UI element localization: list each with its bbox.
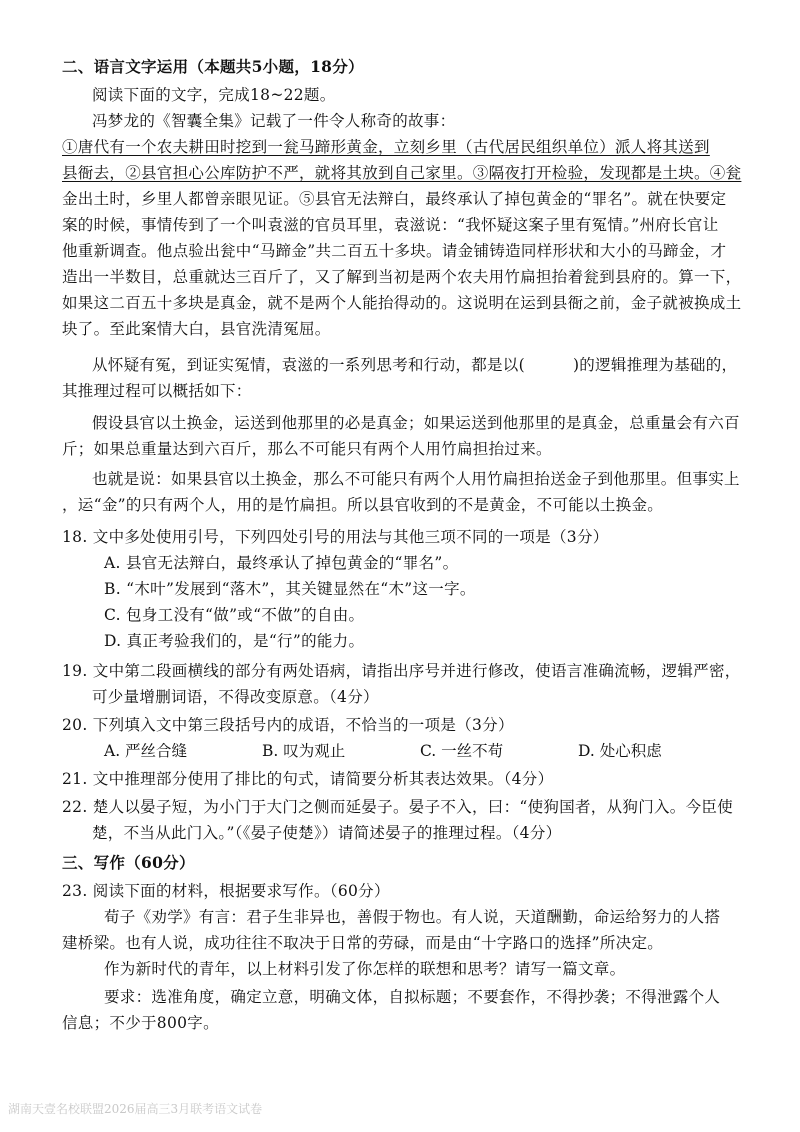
question-20-option-a: A. 严丝合缝 — [104, 742, 188, 760]
question-22-line: 楚，不当从此门入。”（《晏子使楚》）请简述晏子的推理过程。（4分） — [92, 824, 562, 842]
writing-material-line: 建桥梁。也有人说，成功往往不取决于日常的劳碌，而是由“十字路口的选择”所决定。 — [62, 934, 664, 952]
writing-prompt: 作为新时代的青年，以上材料引发了你怎样的联想和思考？请写一篇文章。 — [104, 960, 626, 978]
question-18-stem: 18. 文中多处使用引号，下列四处引号的用法与其他三项不同的一项是（3分） — [62, 528, 609, 546]
writing-requirements-line: 信息；不少于800字。 — [62, 1014, 219, 1032]
passage-line: 造出一半数目，总重就达三百斤了，又了解到当初是两个农夫用竹扁担抬着瓮到县府的。算一下， — [62, 268, 742, 286]
question-19-line: 可少量增删词语，不得改变原意。（4分） — [92, 688, 379, 706]
question-18-option-c: C. 包身工没有“做”或“不做”的自由。 — [104, 606, 365, 624]
passage-line: 其推理过程可以概括如下： — [62, 382, 252, 400]
passage-line: 案的时候，事情传到了一个叫袁滋的官员耳里，袁滋说：“我怀疑这案子里有冤情。”州府长官让 — [62, 216, 719, 234]
passage-line: 金出土时，乡里人都曾亲眼见证。⑤县官无法辩白，最终承认了掉包黄金的“罪名”。就在快要定 — [62, 190, 727, 208]
passage-line: 如果这二百五十多块是真金，就不是两个人能抬得动的。这说明在运到县衙之前，金子就被换成土 — [62, 294, 742, 312]
section-heading-writing: 三、写作（60分） — [62, 853, 195, 872]
section-heading-language-use: 二、语言文字运用（本题共5小题，18分） — [62, 57, 364, 76]
passage-line: 斤；如果总重量达到六百斤，那么不可能只有两个人用竹扁担抬过来。 — [62, 440, 552, 458]
question-18-option-a: A. 县官无法辩白，最终承认了掉包黄金的“罪名”。 — [104, 554, 459, 572]
question-20-option-d: D. 处心积虑 — [578, 742, 662, 760]
writing-material-line: 荀子《劝学》有言：君子生非异也，善假于物也。有人说，天道酬勤，命运给努力的人搭 — [104, 908, 721, 926]
passage-p2-after-blank: )的逻辑推理为基础的， — [572, 356, 738, 374]
passage-line: 假设县官以土换金，运送到他那里的必是真金；如果运送到他那里的是真金，总重量会有六百 — [92, 414, 740, 432]
passage-line: ，运“金”的只有两个人，用的是竹扁担。所以县官收到的不是黄金，不可能以土换金。 — [62, 496, 664, 514]
question-20-option-c: C. 一丝不苟 — [420, 742, 504, 760]
reading-instruction: 阅读下面的文字，完成18~22题。 — [92, 86, 336, 104]
question-23-stem: 23. 阅读下面的材料，根据要求写作。（60分） — [62, 882, 390, 900]
question-18-option-d: D. 真正考验我们的，是“行”的能力。 — [104, 632, 365, 650]
question-19-line: 19. 文中第二段画横线的部分有两处语病，请指出序号并进行修改，使语言准确流畅，逻辑严密， — [62, 662, 741, 680]
passage-underlined-line-1: ①唐代有一个农夫耕田时挖到一瓮马蹄形黄金，立刻乡里（古代居民组织单位）派人将其送到 — [62, 138, 710, 156]
passage-line: 块了。至此案情大白，县官洗清冤屈。 — [62, 320, 331, 338]
passage-line: 也就是说：如果县官以土换金，那么不可能只有两个人用竹扁担抬送金子到他那里。但事实上 — [92, 470, 740, 488]
passage-paragraph-2 — [92, 354, 737, 376]
footer-watermark: 湖南天壹名校联盟2026届高三3月联考语文试卷 — [8, 1102, 263, 1116]
question-20-option-b: B. 叹为观止 — [262, 742, 346, 760]
question-22-line: 22. 楚人以晏子短，为小门于大门之侧而延晏子。晏子不入，曰：“使狗国者，从狗门入。今臣使 — [62, 798, 734, 816]
passage-p2-before-blank: 从怀疑有冤，到证实冤情，袁滋的一系列思考和行动，都是以( — [92, 356, 525, 374]
passage-underlined-line-2: 县衙去，②县官担心公库防护不严，就将其放到自己家里。③隔夜打开检验，发现都是土块。④瓮 — [62, 164, 742, 182]
question-20-stem: 20. 下列填入文中第三段括号内的成语，不恰当的一项是（3分） — [62, 716, 514, 734]
passage-intro: 冯梦龙的《智囊全集》记载了一件令人称奇的故事： — [92, 112, 456, 130]
writing-requirements-line: 要求：选准角度，确定立意，明确文体，自拟标题；不要套作，不得抄袭；不得泄露个人 — [104, 988, 721, 1006]
question-18-option-b: B. “木叶”发展到“落木”，其关键显然在“木”这一字。 — [104, 580, 476, 598]
passage-line: 他重新调查。他点验出瓮中“马蹄金”共二百五十多块。请金铺铸造同样形状和大小的马蹄金，才 — [62, 242, 727, 260]
question-21: 21. 文中推理部分使用了排比的句式，请简要分析其表达效果。（4分） — [62, 770, 554, 788]
